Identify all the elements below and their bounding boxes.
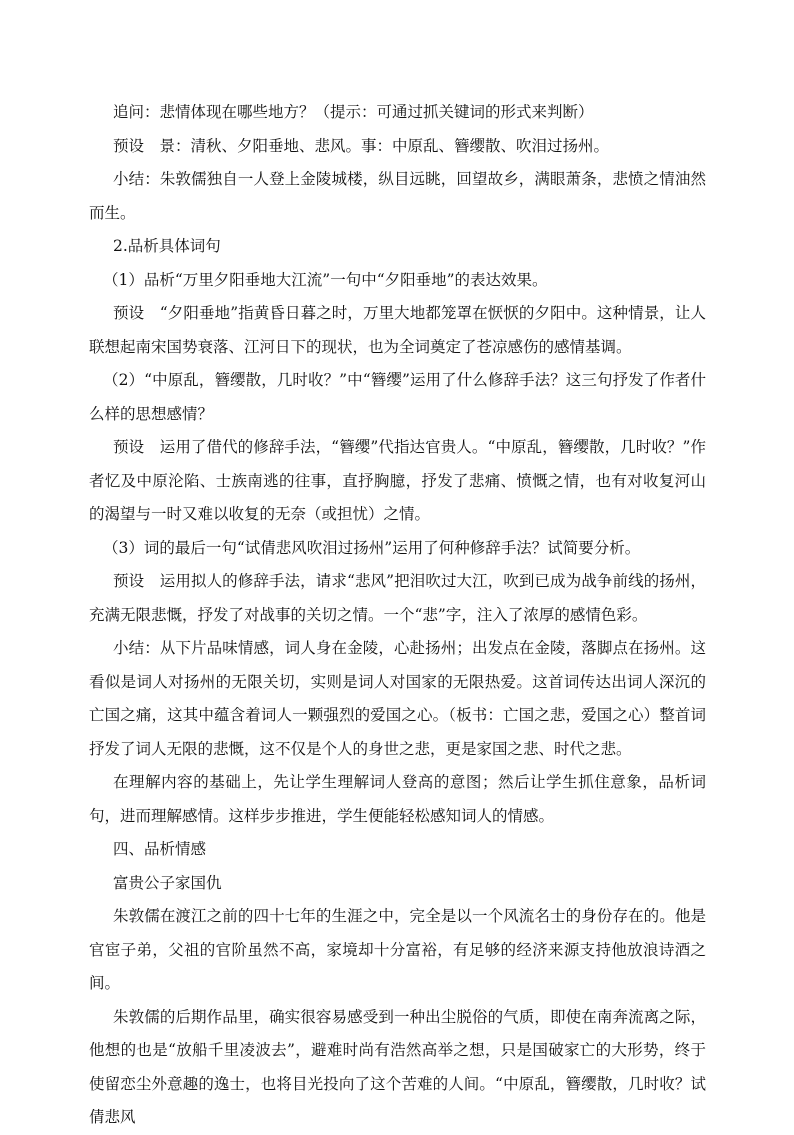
paragraph-preset-scene-events: 预设 景：清秋、夕阳垂地、悲风。事：中原乱、簪缨散、吹泪过扬州。 <box>113 136 610 155</box>
preset-answer-2: 预设 运用了借代的修辞手法，“簪缨”代指达官贵人。“中原乱，簪缨散，几时收？”作者忆及中原沦陷、士族南逃的往事，直抒胸臆，抒发了悲痛、愤慨之情，也有对收复河山的渴望与一时又难以收复的无奈（或担忧）之情。 <box>89 438 706 523</box>
paragraph-follow-up-question: 追问：悲情体现在哪些地方？（提示：可通过抓关键词的形式来判断） <box>113 103 594 121</box>
section-heading-analyze-phrases: 2.品析具体词句 <box>113 237 221 255</box>
paragraph-later-works: 朱敦儒的后期作品里，确实很容易感受到一种出尘脱俗的气质，即使在南奔流离之际，他想的也是“放船千里凌波去”，避难时尚有浩然高举之想，只是国破家亡的大形势，终于使留恋尘外意趣的逸士，也将目光投向了这个苦难的人间。“中原乱，簪缨散，几时收？试倩悲风 <box>89 1007 706 1126</box>
question-3: （3）词的最后一句“试倩悲风吹泪过扬州”运用了何种修辞手法？试简要分析。 <box>103 538 641 557</box>
paragraph-summary-2: 小结：从下片品味情感，词人身在金陵，心赴扬州；出发点在金陵，落脚点在扬州。这看似是词人对扬州的无限关切，实则是词人对国家的无限热爱。这首词传达出词人深沉的亡国之痛，这其中蕴含着词人一颗强烈的爱国之心。（板书：亡国之悲，爱国之心）整首词抒发了词人无限的悲慨，这不仅是个人的身世之悲，更是家国之悲、时代之悲。 <box>89 639 706 758</box>
question-1: （1）品析“万里夕阳垂地大江流”一句中“夕阳垂地”的表达效果。 <box>103 270 548 289</box>
paragraph-summary-1: 小结：朱敦儒独自一人登上金陵城楼，纵目远眺，回望故乡，满眼萧条，悲愤之情油然而生。 <box>89 170 706 222</box>
preset-answer-1: 预设 “夕阳垂地”指黄昏日暮之时，万里大地都笼罩在恹恹的夕阳中。这种情景，让人联想起南宋国势衰落、江河日下的现状，也为全词奠定了苍凉感伤的感情基调。 <box>89 304 706 356</box>
subheading-noble-son: 富贵公子家国仇 <box>113 873 222 892</box>
paragraph-teaching-note: 在理解内容的基础上，先让学生理解词人登高的意图；然后让学生抓住意象，品析词句，进而理解感情。这样步步推进，学生便能轻松感知词人的情感。 <box>89 773 706 825</box>
section-heading-analyze-emotion: 四、品析情感 <box>113 840 207 858</box>
preset-answer-3: 预设 运用拟人的修辞手法，请求“悲风”把泪吹过大江，吹到已成为战争前线的扬州，充满无限悲慨，抒发了对战事的关切之情。一个“悲”字，注入了浓厚的感情色彩。 <box>89 572 706 624</box>
question-2: （2）“中原乱，簪缨散，几时收？”中“簪缨”运用了什么修辞手法？这三句抒发了作者什么样的思想感情？ <box>89 371 706 423</box>
paragraph-biography: 朱敦儒在渡江之前的四十七年的生涯之中，完全是以一个风流名士的身份存在的。他是官宦子弟，父祖的官阶虽然不高，家境却十分富裕，有足够的经济来源支持他放浪诗酒之间。 <box>89 907 706 992</box>
